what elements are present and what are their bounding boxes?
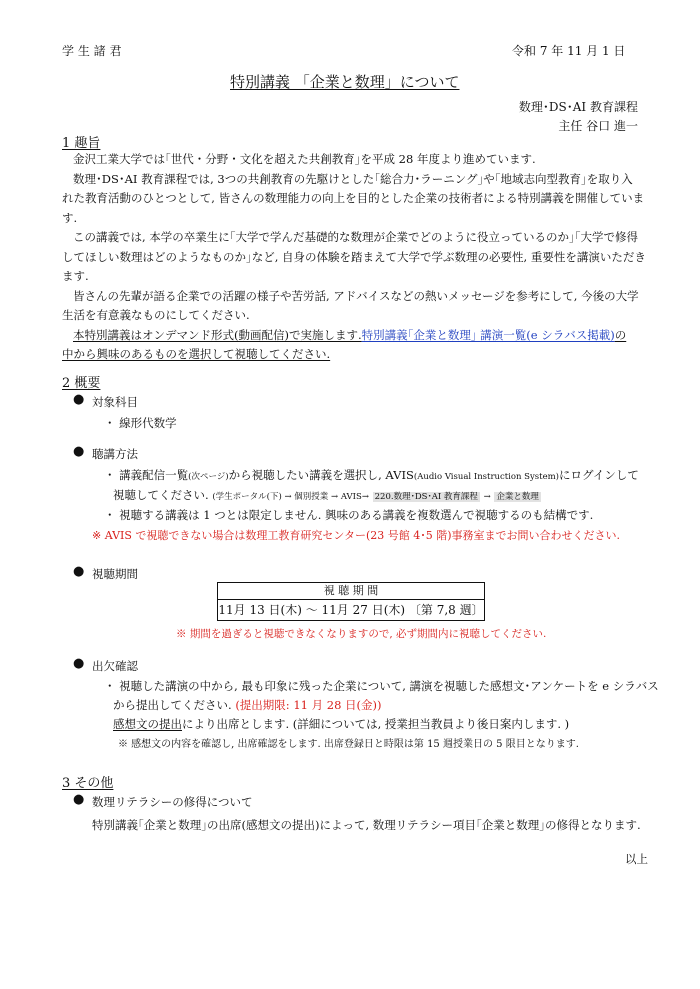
attendance-label: 出欠確認 xyxy=(92,659,138,673)
method-line-2 xyxy=(113,487,541,503)
section-heading-1: 1 趣旨 xyxy=(62,136,101,151)
bullet-icon: ● xyxy=(73,792,85,807)
attendance-note: ※ 感想文の内容を確認し, 出席確認をします. 出席登録日と時限は第 15 週授業日の 5 限目となります. xyxy=(118,739,579,750)
paragraph-2-line-2: れた教育活動のひとつとして, 皆さんの数理能力の向上を目的とした企業の技術者による特別講義を開催していま xyxy=(62,191,645,205)
essay-submission: 感想文の提出 xyxy=(113,717,182,731)
subject-value: ・ 線形代数学 xyxy=(104,416,177,430)
literacy-label: 数理リテラシーの修得について xyxy=(92,795,253,809)
method-line-1-e: にログインして xyxy=(559,468,639,482)
paragraph-4-line-1: 皆さんの先輩が語る企業での活躍の様子や苦労話, アドバイスなどの熱いメッセージを参考にして, 今後の大学 xyxy=(73,288,639,303)
method-line-1-d: (Audio Visual Instruction System) xyxy=(413,472,559,482)
ondemand-notice-tail: の xyxy=(614,327,627,342)
bullet-icon: ● xyxy=(73,656,85,671)
literacy-text: 特別講義｢企業と数理｣の出席(感想文の提出)によって, 数理リテラシー項目｢企業と数理｣の修得となります. xyxy=(92,818,641,832)
method-label: 聴講方法 xyxy=(92,447,138,461)
closing: 以上 xyxy=(625,852,648,866)
method-line-1 xyxy=(104,467,639,483)
period-table-header: 視 聴 期 間 xyxy=(218,583,484,600)
ondemand-notice-2: 中から興味のあるものを選択して視聴してください. xyxy=(62,347,331,361)
date: 令和 7 年 11 月 1 日 xyxy=(512,44,626,58)
ondemand-notice: 本特別講義はオンデマンド形式(動画配信)で実施します. xyxy=(73,327,362,342)
section-heading-3: 3 その他 xyxy=(62,776,114,791)
author: 主任 谷口 進一 xyxy=(558,119,638,133)
paragraph-4-line-2: 生活を有意義なものにしてください. xyxy=(62,308,250,322)
lecture-list-link[interactable]: 特別講義｢企業と数理｣ 講演一覧(e シラバス掲載) xyxy=(361,327,615,342)
page-title: 特別講義 「企業と数理」について xyxy=(230,73,460,91)
period-table-value: 11月 13 日(木) ～ 11月 27 日(木) 〔第 7,8 週〕 xyxy=(218,603,484,617)
period-table xyxy=(217,582,485,621)
section-heading-2: 2 概要 xyxy=(62,376,101,391)
attendance-line-3-b: により出席とします. (詳細については, 授業担当教員より後日案内します. ) xyxy=(182,717,570,731)
department: 数理･DS･AI 教育課程 xyxy=(518,100,638,114)
attendance-line-3 xyxy=(113,716,569,732)
paragraph-2-line-3: す. xyxy=(62,210,78,225)
paragraph-1: 金沢工業大学では｢世代・分野・文化を超えた共創教育｣を平成 28 年度より進めています. xyxy=(73,152,536,166)
submission-deadline: (提出期限: 11 月 28 日(金)) xyxy=(235,698,382,712)
bullet-icon: ● xyxy=(73,444,85,459)
method-line-1-a: ・ 講義配信一覧 xyxy=(104,468,189,482)
bullet-icon: ● xyxy=(73,564,85,579)
paragraph-2-line-1: 数理･DS･AI 教育課程では, 3つの共創教育の先駆けとした｢総合力･ラーニング｣や｢地域志向型教育｣を取り入 xyxy=(73,171,633,186)
paragraph-3-line-3: ます. xyxy=(62,269,89,283)
portal-path-course: 220.数理･DS･AI 教育課程 xyxy=(374,492,478,502)
method-line-3: ・ 視聴する講義は 1 つとは限定しません. 興味のある講義を複数選んで視聴するのも結構です. xyxy=(104,508,594,522)
portal-path: (学生ポータル(下) → 個別授業 → AVIS→ xyxy=(212,492,369,502)
bullet-icon: ● xyxy=(73,392,85,407)
addressee: 学 生 諸 君 xyxy=(62,44,122,58)
period-note: ※ 期間を過ぎると視聴できなくなりますので, 必ず期間内に視聴してください. xyxy=(176,628,547,640)
paragraph-3-line-1: この講義では, 本学の卒業生に｢大学で学んだ基礎的な数理が企業でどのように役立っているのか｣｢大学で修得 xyxy=(73,230,639,244)
attendance-line-1: ・ 視聴した講演の中から, 最も印象に残った企業について, 講演を視聴した感想文･アンケートを e シラバス xyxy=(104,679,659,693)
method-line-1-b: (次ページ) xyxy=(188,472,229,482)
method-line-1-c: から視聴したい講義を選択し, AVIS xyxy=(228,468,414,482)
attendance-line-2-a: から提出してください. xyxy=(113,698,236,712)
section-1-body xyxy=(62,150,648,365)
paragraph-3-line-2: してほしい数理はどのようなものか｣など, 自身の体験を踏まえて大学で学ぶ数理の必要性, 重要性を講演いただき xyxy=(62,249,646,264)
subject-label: 対象科目 xyxy=(92,395,138,409)
paragraph-5-line-2 xyxy=(62,345,648,365)
method-note: ※ AVIS で視聴できない場合は数理工教育研究センター(23 号館 4･5 階)事務室までお問い合わせください. xyxy=(92,529,621,542)
portal-path-lecture: 企業と数理 xyxy=(496,492,539,502)
period-label: 視聴期間 xyxy=(92,567,138,581)
method-line-2-a: 視聴してください. xyxy=(113,488,209,502)
attendance-line-2 xyxy=(113,697,382,713)
paragraph-5-line-1 xyxy=(62,326,648,346)
arrow-icon: → xyxy=(483,492,491,502)
